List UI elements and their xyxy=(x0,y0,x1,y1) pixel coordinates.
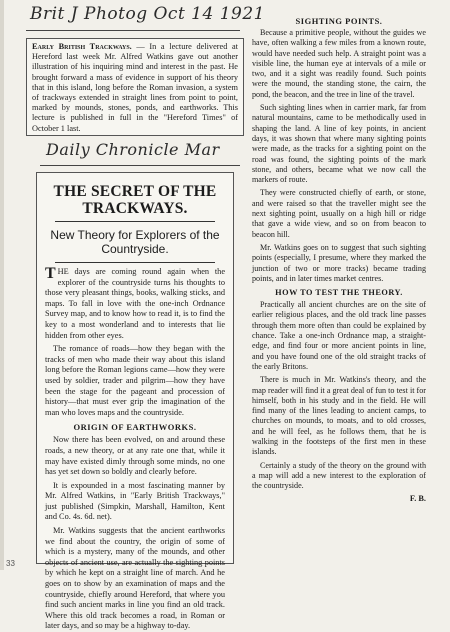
column-paragraph: There is much in Mr. Watkins's theory, and the map reader will find it a great deal of fun to test it for himself, both in his study and in the field. He will find many of the lines leading to ancient camps, to churches on mounds, to moats, and to old crosses, and he will feel, as he follows them, that he is walking in the footsteps of the first men in these islands. xyxy=(252,375,426,457)
article-headline xyxy=(45,183,225,217)
headline-line-2: TRACKWAYS. xyxy=(82,200,188,217)
underline-rule-2 xyxy=(40,165,240,166)
top-clipping xyxy=(26,38,244,136)
top-clipping-text: Early British Trackways. — In a lecture delivered at Hereford last week Mr. Alfred Watkins gave out another illustration of his inquiring mind and interest in the past. He brought forward a mass of evidence in support of his theory that in this island, long before the Roman invasion, a system of trackways extended in straight lines from point to point, marked by mounds, stones, ponds, and earthworks. This lecture is published in full in the "Hereford Times" of October 1 last. xyxy=(32,42,238,133)
article-paragraph: It is expounded in a most fascinating manner by Mr. Alfred Watkins, in "Early British Trackways," just published (Simpkin, Marshall, Hamilton, Kent and Co. 4s. 6d. net). xyxy=(45,480,225,522)
section-heading: ORIGIN OF EARTHWORKS. xyxy=(73,422,197,433)
top-clipping-body: In a lecture delivered at Hereford last week Mr. Alfred Watkins gave out another illustration of his inquiring mind and interest in the past. He brought forward a mass of evidence in support of his theory that in this island, long before the Roman invasion, a system of trackways extended in straight lines from point to point, marked by mounds, stones, ponds, and earthworks. This lecture is published in full in the "Hereford Times" of October 1 last. xyxy=(32,42,238,133)
article-body xyxy=(45,267,225,632)
underline-rule xyxy=(26,30,240,31)
column-paragraph: Because a primitive people, without the guides we have, often walking a few miles from a known route, would have needed such help. A straight point was a visible line, the human eye at intervals of a mile or two, and it a sight was readily found. Such points were the mound, the standing stone, the cairn, the pond, the beacon, and the tree in line of the travel. xyxy=(252,28,426,99)
column-paragraph: Certainly a study of the theory on the ground with a map will add a new interest to the exploration of the countryside. xyxy=(252,460,426,491)
column-section-heading: HOW TO TEST THE THEORY. xyxy=(275,288,403,298)
column-paragraph: Practically all ancient churches are on the site of earlier religious places, and the old track line passes through them more often than could be explained by chance. Take a one-inch Ordnance map, a straight-edge, and find four or more ancient points in line, and you have found one of the old straight tracks of the early Britons. xyxy=(252,300,426,371)
author-signature: F. B. xyxy=(409,494,426,504)
column-paragraph: They were constructed chiefly of earth, or stone, and were raised so that the traveller might see the next sighting point, usually on a high hill or ridge that gave a wide view, and so on from beacon to beacon hill. xyxy=(252,188,426,239)
article-paragraph: Mr. Watkins suggests that the ancient earthworks we find about the country, the origin of some of which is a mystery, many of the mounds, and other objects of ancient use, are actually the sighting points by which he kept on a straight line of march. And he goes on to show by an examination of maps and the countryside, chiefly around Hereford, that where you find such ancient marks in line you find an old track. Where this old track becomes a road, in Roman or later days, and so may be a highway to-day. xyxy=(45,526,225,631)
column-paragraph: Such sighting lines when in carrier mark, far from natural mountains, came to be methodically used in shaping the land. A line of key points, in ancient days, it was shown that where many sighting points were made, as the tracks for a sighting point on the road was found, the sighting points of the mark stone, and others, became what we now call the markers of route. xyxy=(252,103,426,185)
article-paragraph xyxy=(45,267,225,341)
continuation-column xyxy=(246,12,432,558)
article-paragraph: The romance of roads—how they began with the tracks of men who made their way about this island long before the Roman legions came—how they were used by soldier, trader and pilgrim—how they have been the stage for the pageant and procession of history—that must ever grip the imagination of the man who loves maps and the countryside. xyxy=(45,344,225,417)
article-clipping xyxy=(36,172,234,631)
headline-line-1: THE SECRET OF THE xyxy=(53,183,217,200)
column-section-title: SIGHTING POINTS. xyxy=(295,16,383,26)
scan-edge-shadow xyxy=(0,0,4,570)
top-clipping-lead: Early British Trackways. xyxy=(32,42,132,51)
paragraph-text: HE days are coming round again when the explorer of the countryside turns his thoughts to those very pleasant things, books, walking sticks, and maps. To fall in love with the one-inch Ordnance Survey map, and to know how to read it, is to find the key to a most wonderland and to interests that lie hidden from other eyes. xyxy=(45,267,225,340)
handwritten-source-note-2: Daily Chronicle Mar xyxy=(46,140,220,159)
article-subhead: New Theory for Explorers of the Countryside. xyxy=(50,228,220,256)
subhead-rule xyxy=(55,262,215,263)
headline-rule xyxy=(55,221,215,222)
handwritten-source-note: Brit J Photog Oct 14 1921 xyxy=(30,4,265,24)
page-mark: 33 xyxy=(6,559,15,568)
drop-cap: T xyxy=(45,265,56,282)
column-paragraph: Mr. Watkins goes on to suggest that such sighting points (especially, I presume, where they marked the junction of two or more tracks) became trading points, and in later times market centres. xyxy=(252,242,426,283)
article-paragraph: Now there has been evolved, on and around these roads, a new theory, or at any rate one that, while it may have existed dimly through some minds, no one has yet set down so boldly and clearly before. xyxy=(45,435,225,477)
